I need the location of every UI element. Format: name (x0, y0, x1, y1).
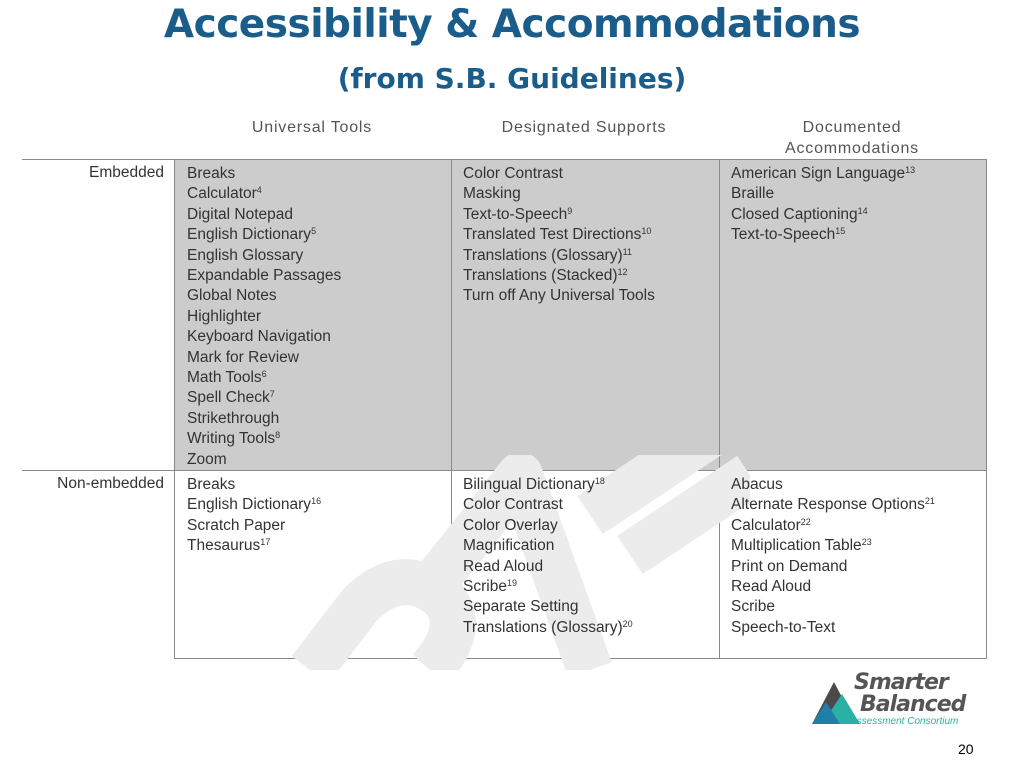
item-label: Turn off Any Universal Tools (463, 287, 655, 305)
list-item (463, 597, 633, 617)
footnote-marker: 19 (506, 578, 517, 589)
footnote-marker: 9 (567, 205, 573, 216)
item-label: Print on Demand (731, 557, 848, 575)
logo-text-consortium: Assessment Consortium (850, 716, 959, 727)
list-item (187, 246, 341, 266)
cell-embedded-documented-accommodations (731, 164, 915, 246)
footnote-marker: 10 (641, 226, 652, 237)
item-label: Multiplication Table (731, 537, 862, 555)
list-item (463, 618, 633, 638)
list-item (463, 266, 655, 286)
row-label-non-embedded: Non-embedded (57, 475, 164, 492)
list-item (463, 184, 655, 204)
list-item (187, 495, 321, 515)
cell-non-embedded-universal-tools (187, 475, 321, 557)
list-item (187, 164, 341, 184)
item-label: Color Contrast (463, 496, 563, 514)
item-label: Color Overlay (463, 516, 558, 534)
item-label: American Sign Language (731, 165, 906, 182)
item-label: Translated Test Directions (463, 226, 642, 244)
list-item (463, 495, 633, 515)
list-item (731, 184, 915, 204)
footnote-marker: 18 (594, 476, 605, 486)
table-bottom-rule (174, 658, 987, 659)
item-label: Calculator (731, 516, 801, 534)
item-label: Keyboard Navigation (187, 328, 331, 346)
list-item (187, 388, 341, 408)
item-label: Alternate Response Options (731, 496, 925, 514)
item-label: Scratch Paper (187, 516, 286, 534)
list-item (463, 475, 633, 495)
list-item (187, 266, 341, 286)
footnote-marker: 17 (260, 537, 271, 548)
list-item (187, 536, 321, 556)
list-item (731, 557, 935, 577)
list-item (187, 307, 341, 327)
item-label: Speech-to-Text (731, 618, 836, 636)
footnote-marker: 15 (835, 226, 846, 237)
item-label: Text-to-Speech (731, 226, 836, 244)
list-item (463, 516, 633, 536)
item-label: Digital Notepad (187, 205, 293, 223)
list-item (731, 618, 935, 638)
list-item (463, 246, 655, 266)
list-item (463, 205, 655, 225)
list-item (731, 597, 935, 617)
footnote-marker: 5 (311, 226, 317, 237)
item-label: Breaks (187, 165, 236, 182)
list-item (731, 516, 935, 536)
list-item (463, 536, 633, 556)
item-label: Braille (731, 185, 775, 203)
footnote-marker: 12 (617, 267, 628, 278)
item-label: English Dictionary (187, 496, 312, 514)
item-label: Spell Check (187, 389, 270, 407)
footnote-marker: 20 (622, 618, 633, 629)
footnote-marker: 14 (857, 205, 868, 216)
list-item (187, 286, 341, 306)
cell-non-embedded-designated-supports (463, 475, 633, 638)
item-label: Read Aloud (463, 557, 544, 575)
item-label: Highlighter (187, 307, 262, 325)
table-row-divider (22, 470, 987, 471)
list-item (731, 205, 915, 225)
footnote-marker: 23 (861, 537, 872, 548)
slide-title: Accessibility & Accommodations (163, 2, 861, 47)
logo-text-balanced: Balanced (860, 692, 966, 717)
list-item (187, 409, 341, 429)
item-label: English Glossary (187, 246, 304, 264)
list-item (463, 286, 655, 306)
item-label: Separate Setting (463, 598, 579, 616)
column-header-documented-accommodations: Documented Accommodations (785, 119, 919, 157)
list-item (187, 348, 341, 368)
item-label: Translations (Glossary) (463, 246, 623, 264)
item-label: Text-to-Speech (463, 205, 568, 223)
list-item (187, 450, 341, 470)
item-label: Math Tools (187, 369, 262, 387)
table-right-border (986, 159, 987, 659)
footnote-marker: 16 (311, 496, 322, 507)
item-label: Writing Tools (187, 430, 276, 448)
list-item (463, 557, 633, 577)
list-item (187, 475, 321, 495)
list-item (187, 516, 321, 536)
item-label: Expandable Passages (187, 267, 342, 285)
list-item (463, 225, 655, 245)
list-item (463, 577, 633, 597)
cell-non-embedded-documented-accommodations (731, 475, 935, 638)
footnote-marker: 4 (256, 185, 262, 196)
footnote-marker: 21 (924, 496, 935, 507)
item-label: Thesaurus (187, 537, 261, 555)
list-item (187, 327, 341, 347)
item-label: Global Notes (187, 287, 277, 305)
list-item (731, 475, 935, 495)
item-label: Breaks (187, 476, 236, 493)
item-label: Closed Captioning (731, 205, 858, 223)
footnote-marker: 11 (622, 246, 632, 257)
item-label: Scribe (463, 578, 507, 596)
item-label: Strikethrough (187, 409, 280, 427)
table-col-divider (451, 159, 452, 659)
list-item (187, 429, 341, 449)
item-label: Magnification (463, 537, 555, 555)
column-header-designated-supports: Designated Supports (501, 119, 667, 136)
table-top-rule (22, 159, 987, 160)
column-header-universal-tools: Universal Tools (251, 119, 373, 136)
table-col-divider (174, 159, 175, 659)
list-item (187, 368, 341, 388)
item-label: Read Aloud (731, 578, 812, 596)
footnote-marker: 22 (800, 516, 811, 527)
footnote-marker: 7 (269, 389, 275, 400)
item-label: English Dictionary (187, 226, 312, 244)
item-label: Mark for Review (187, 348, 299, 366)
footnote-marker: 13 (905, 165, 916, 175)
cell-embedded-designated-supports (463, 164, 655, 307)
list-item (731, 225, 915, 245)
page-number: 20 (958, 741, 974, 757)
item-label: Scribe (731, 598, 775, 616)
footnote-marker: 8 (275, 430, 281, 441)
item-label: Translations (Glossary) (463, 618, 623, 636)
slide-subtitle: (from S.B. Guidelines) (337, 62, 687, 95)
item-label: Masking (463, 185, 521, 203)
item-label: Zoom (187, 450, 227, 468)
item-label: Color Contrast (463, 165, 563, 182)
footnote-marker: 6 (261, 369, 267, 380)
list-item (463, 164, 655, 184)
list-item (731, 577, 935, 597)
list-item (731, 495, 935, 515)
list-item (187, 225, 341, 245)
item-label: Translations (Stacked) (463, 267, 618, 285)
list-item (731, 536, 935, 556)
table-col-divider (719, 159, 720, 659)
item-label: Calculator (187, 185, 257, 203)
list-item (187, 205, 341, 225)
item-label: Bilingual Dictionary (463, 476, 595, 493)
row-label-embedded: Embedded (89, 164, 164, 181)
cell-embedded-universal-tools (187, 164, 341, 470)
logo-text-smarter: Smarter (854, 670, 948, 695)
item-label: Abacus (731, 476, 783, 493)
smarter-balanced-logo (810, 672, 980, 728)
list-item (731, 164, 915, 184)
list-item (187, 184, 341, 204)
